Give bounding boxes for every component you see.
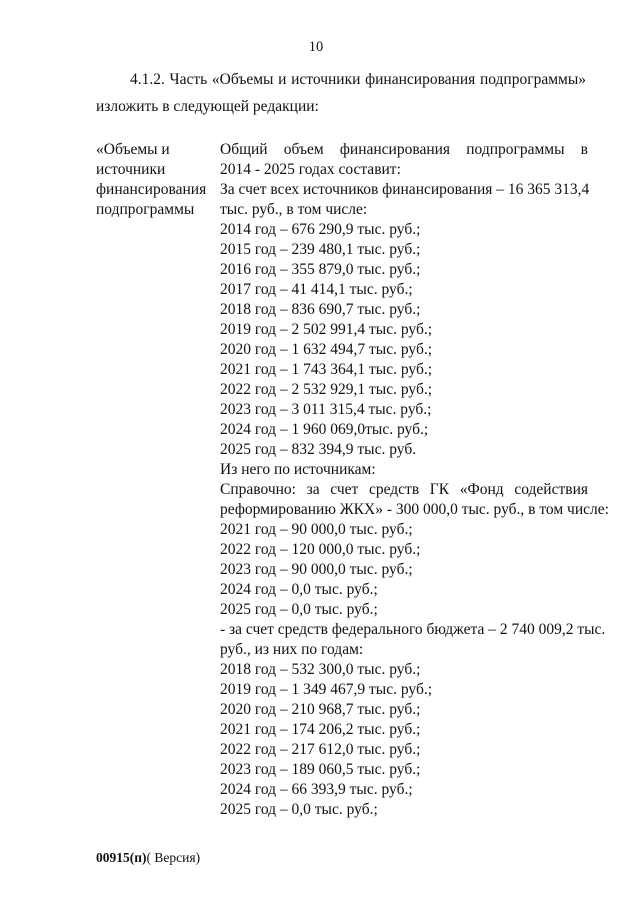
financing-line: 2021 год – 1 743 364,1 тыс. руб.;: [220, 361, 433, 378]
financing-line: тыс. руб., в том числе:: [220, 201, 368, 218]
document-footer: [96, 850, 200, 866]
financing-line: Справочно: за счет средств ГК «Фонд содействия: [220, 481, 588, 498]
financing-line: 2015 год – 239 480,1 тыс. руб.;: [220, 241, 421, 258]
financing-line: 2022 год – 217 612,0 тыс. руб.;: [220, 741, 421, 758]
section-label-line: источники: [96, 161, 166, 178]
financing-line: 2024 год – 1 960 069,0тыс. руб.;: [220, 421, 429, 438]
financing-line: 2018 год – 836 690,7 тыс. руб.;: [220, 301, 421, 318]
financing-line: 2016 год – 355 879,0 тыс. руб.;: [220, 261, 421, 278]
financing-line: За счет всех источников финансирования – 16 365 313,4: [220, 181, 590, 198]
financing-line: 2025 год – 0,0 тыс. руб.;: [220, 601, 378, 618]
financing-line: 2014 - 2025 годах составит:: [220, 161, 401, 178]
financing-line: 2025 год – 832 394,9 тыс. руб.: [220, 441, 417, 458]
financing-line: 2022 год – 120 000,0 тыс. руб.;: [220, 541, 421, 558]
financing-line: 2023 год – 189 060,5 тыс. руб.;: [220, 761, 421, 778]
financing-line: 2018 год – 532 300,0 тыс. руб.;: [220, 661, 421, 678]
financing-line: 2022 год – 2 532 929,1 тыс. руб.;: [220, 381, 433, 398]
intro-line-2: изложить в следующей редакции:: [96, 98, 319, 115]
intro-line-1: 4.1.2. Часть «Объемы и источники финансирования подпрограммы»: [130, 71, 586, 88]
page-number: 10: [308, 39, 324, 55]
financing-line: руб., из них по годам:: [220, 641, 364, 658]
financing-line: 2019 год – 1 349 467,9 тыс. руб.;: [220, 681, 433, 698]
financing-line: 2017 год – 41 414,1 тыс. руб.;: [220, 281, 413, 298]
financing-line: 2021 год – 90 000,0 тыс. руб.;: [220, 521, 413, 538]
financing-line: 2024 год – 66 393,9 тыс. руб.;: [220, 781, 413, 798]
section-label-line: подпрограммы: [96, 201, 195, 218]
document-code: 00915(п): [96, 850, 147, 865]
section-label-line: «Объемы и: [96, 141, 170, 158]
section-label-line: финансирования: [96, 181, 207, 198]
financing-line: Общий объем финансирования подпрограммы в: [220, 141, 588, 158]
financing-line: 2023 год – 3 011 315,4 тыс. руб.;: [220, 401, 432, 418]
financing-line: 2019 год – 2 502 991,4 тыс. руб.;: [220, 321, 433, 338]
section-label-column: [96, 140, 214, 220]
financing-details-column: [220, 140, 609, 820]
financing-line: 2025 год – 0,0 тыс. руб.;: [220, 801, 378, 818]
financing-line: 2020 год – 1 632 494,7 тыс. руб.;: [220, 341, 433, 358]
financing-line: - за счет средств федерального бюджета – 2 740 009,2 тыс.: [220, 621, 606, 638]
document-version: ( Версия): [146, 850, 201, 865]
financing-line: 2023 год – 90 000,0 тыс. руб.;: [220, 561, 413, 578]
financing-line: Из него по источникам:: [220, 461, 376, 478]
financing-line: 2014 год – 676 290,9 тыс. руб.;: [220, 221, 421, 238]
financing-line: 2024 год – 0,0 тыс. руб.;: [220, 581, 378, 598]
financing-line: реформированию ЖКХ» - 300 000,0 тыс. руб., в том числе:: [220, 501, 609, 518]
financing-line: 2021 год – 174 206,2 тыс. руб.;: [220, 721, 421, 738]
financing-line: 2020 год – 210 968,7 тыс. руб.;: [220, 701, 421, 718]
